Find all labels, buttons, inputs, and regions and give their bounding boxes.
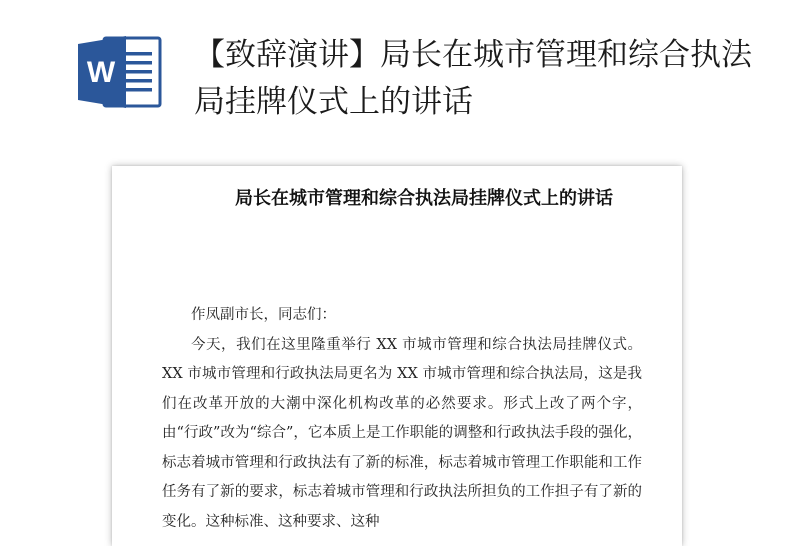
- word-document-icon: [76, 32, 164, 112]
- word-icon-letter: W: [86, 56, 116, 89]
- document-title: 局长在城市管理和综合执法局挂牌仪式上的讲话: [235, 188, 613, 209]
- document-body: [162, 301, 642, 537]
- paragraph-1: 今天，我们在这里隆重举行 XX 市城市管理和综合执法局挂牌仪式。XX 市城市管理和行政执法局更名为 XX 市城市管理和综合执法局，这是我们在改革开放的大潮中深化机构改革的必然要求。形式上改了两个字，由“行政”改为“综合”，它本质上是工作职能的调整和行政执法手段的强化，标志着城市管理和行政执法有了新的标准，标志着城市管理工作职能和工作任务有了新的要求，标志着城市管理和行政执法所担负的工作担子有了新的变化。这种标准、这种要求、这种: [162, 336, 642, 530]
- salutation: 作凤副市长，同志们：: [191, 307, 336, 323]
- banner-title: 【致辞演讲】局长在城市管理和综合执法局挂牌仪式上的讲话: [194, 37, 752, 120]
- banner: [0, 0, 800, 150]
- document-page: [112, 166, 682, 546]
